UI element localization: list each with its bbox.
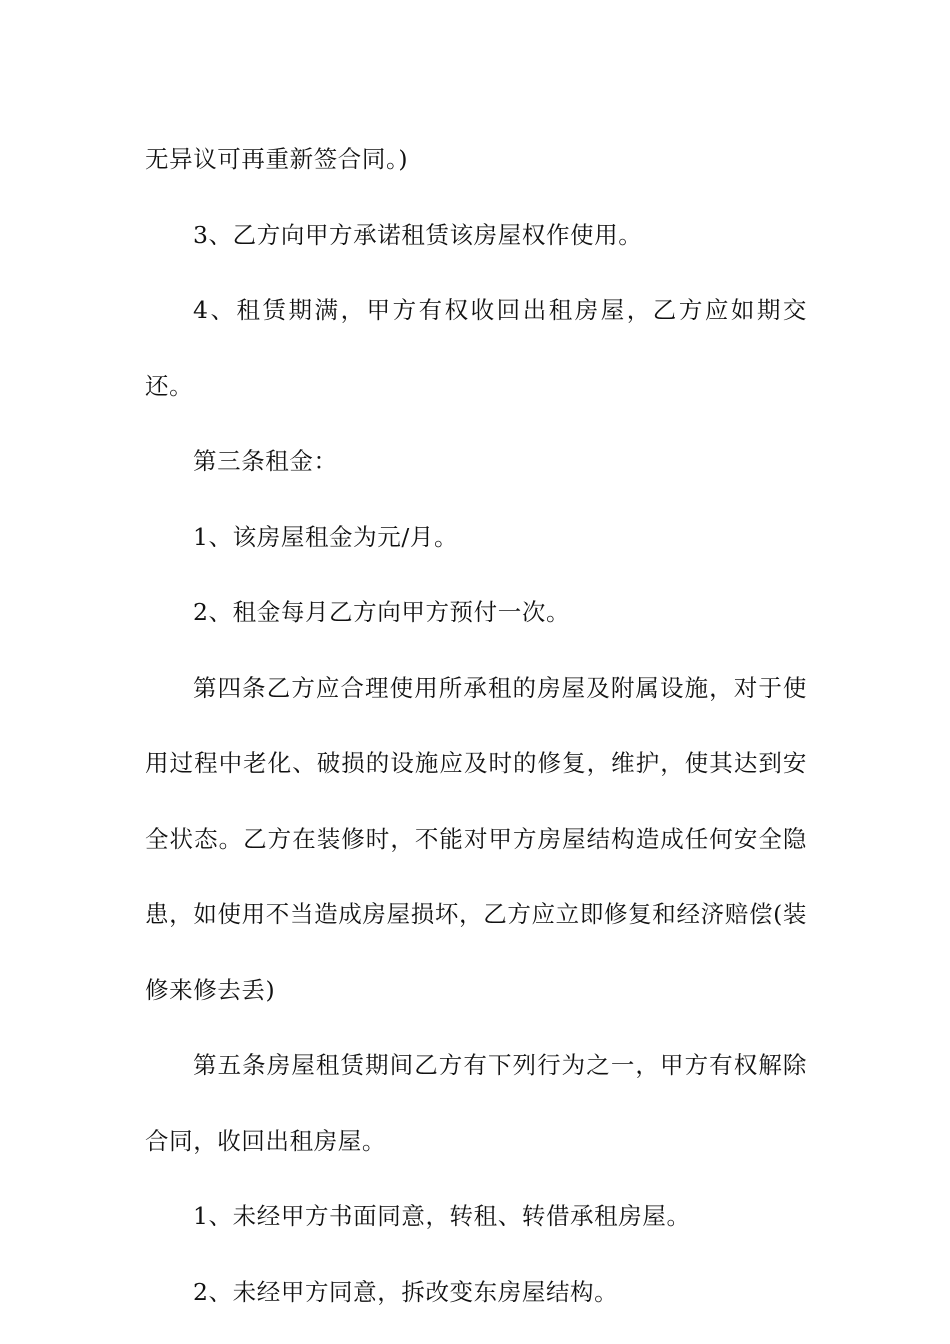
- paragraph: 第四条乙方应合理使用所承租的房屋及附属设施，对于使用过程中老化、破损的设施应及时的修复，维护，使其达到安全状态。乙方在装修时，不能对甲方房屋结构造成任何安全隐患，如使用不当造成房屋损坏，乙方应立即修复和经济赔偿(装修来修去丢): [145, 673, 807, 1004]
- paragraph: 2、未经甲方同意，拆改变东房屋结构。: [193, 1277, 619, 1306]
- paragraph: 3、乙方向甲方承诺租赁该房屋权作使用。: [193, 220, 643, 249]
- paragraph: 无异议可再重新签合同。): [145, 145, 409, 173]
- paragraph: 第五条房屋租赁期间乙方有下列行为之一，甲方有权解除合同，收回出租房屋。: [145, 1051, 807, 1155]
- section-heading: 第三条租金：: [193, 447, 338, 475]
- paragraph: 4、租赁期满，甲方有权收回出租房屋，乙方应如期交还。: [145, 296, 807, 400]
- paragraph: 1、该房屋租金为元/月。: [193, 522, 459, 551]
- document-body: [145, 122, 807, 1330]
- paragraph: 2、租金每月乙方向甲方预付一次。: [193, 598, 571, 626]
- paragraph: 1、未经甲方书面同意，转租、转借承租房屋。: [193, 1202, 691, 1230]
